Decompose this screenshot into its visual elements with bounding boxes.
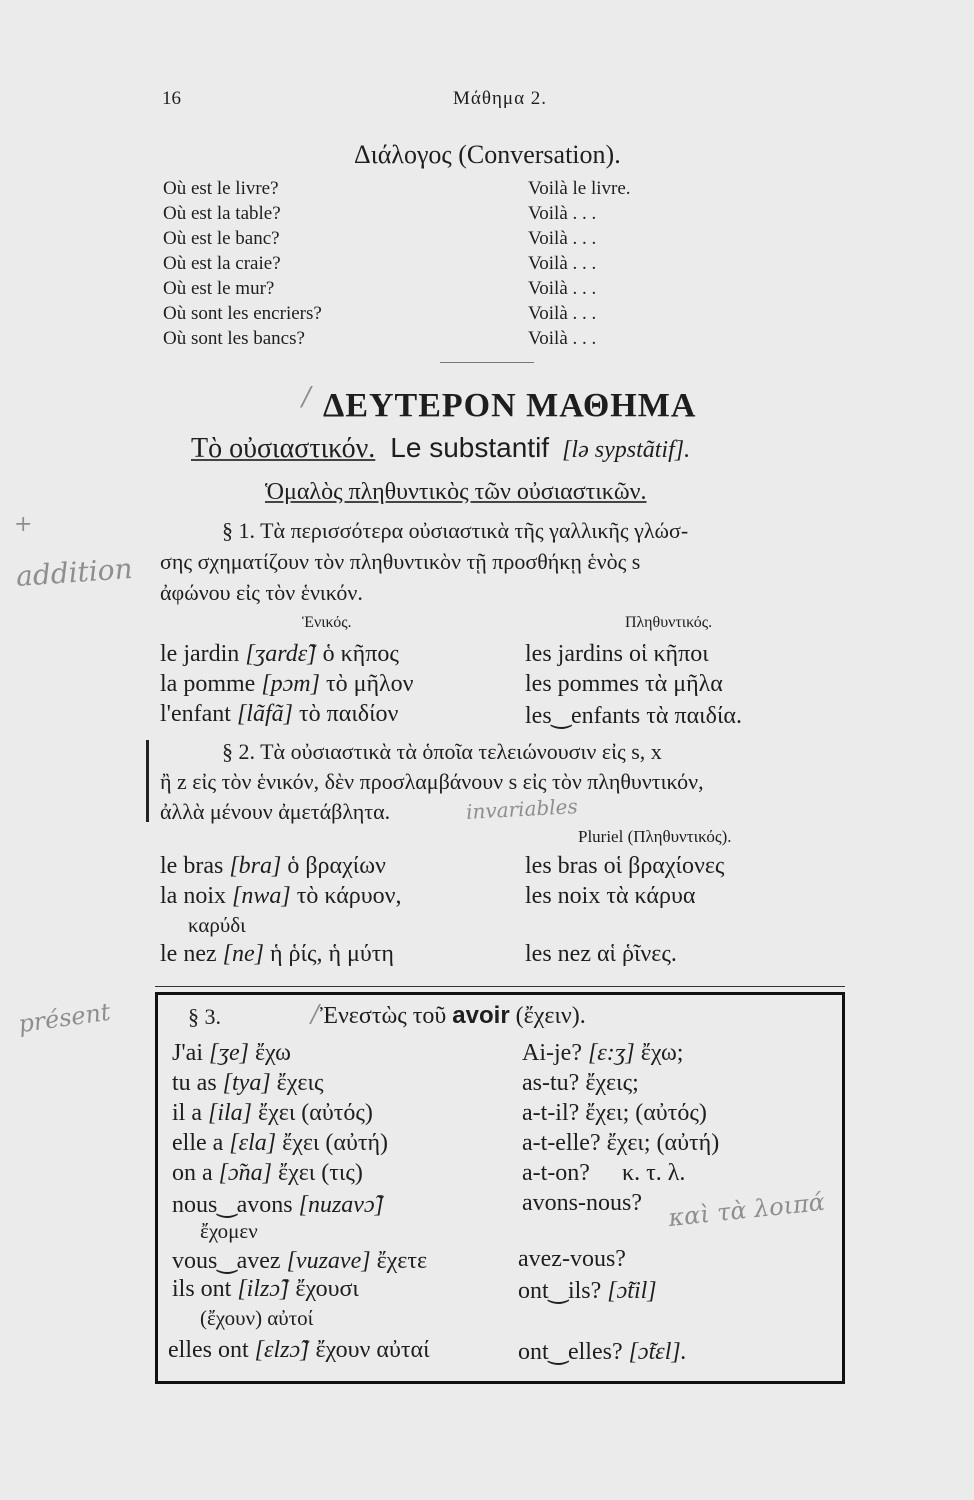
table-row-plural: les pommes τὰ μῆλα	[525, 671, 723, 697]
table-row: le nez [ne] ἡ ῥίς, ἡ μύτη	[160, 941, 394, 967]
conj-row: on a [ɔ̃na] ἔχει (τις)	[172, 1160, 363, 1186]
dialogue-question: Où est le mur?	[163, 278, 275, 299]
handwritten-note: addition	[14, 551, 134, 594]
table-row: la noix [nwa] τὸ κάρυον,	[160, 883, 402, 909]
pencil-slash-mark: /	[302, 382, 311, 412]
conj-row-cont: (ἔχουν) αὐτοί	[200, 1306, 314, 1330]
conj-row-q: a-t-on? κ. τ. λ.	[522, 1160, 686, 1186]
dialogue-answer: Voilà . . .	[528, 303, 597, 324]
dialogue-question: Où est la craie?	[163, 253, 281, 274]
box-section: § 3.	[188, 1004, 221, 1029]
dialogue-question: Où est la table?	[163, 203, 281, 224]
table-row-plural: les bras οἱ βραχίονες	[525, 853, 725, 879]
conj-row-q: a-t-il? ἔχει; (αὐτός)	[522, 1100, 707, 1126]
dialogue-answer: Voilà . . .	[528, 278, 597, 299]
para2-line2: ἢ z εἰς τὸν ἑνικόν, δὲν προσλαμβάνουν s εἰς τὸν πληθυντικόν,	[160, 769, 704, 794]
conj-row-cont: ἔχομεν	[200, 1219, 258, 1243]
para2-line1: § 2. Τὰ οὐσιαστικὰ τὰ ὁποῖα τελειώνουσιν εἰς s, x	[222, 739, 662, 764]
conj-row: J'ai [ʒe] ἔχω	[172, 1040, 291, 1066]
table-row: la pomme [pɔm] τὸ μῆλον	[160, 671, 414, 697]
table-row-plural: les nez αἱ ῥῖνες.	[525, 941, 677, 967]
conj-row: tu as [tya] ἔχεις	[172, 1070, 324, 1096]
dialogue-answer: Voilà . . .	[528, 253, 597, 274]
conj-row-q: Ai-je? [ɛ:ʒ] ἔχω;	[522, 1040, 684, 1066]
pencil-cross-mark: /	[311, 1000, 320, 1028]
table-row-plural: les noix τὰ κάρυα	[525, 883, 696, 909]
table-row-plural: les‿enfants τὰ παιδία.	[525, 703, 742, 729]
dialogue-title: Διάλογος (Conversation).	[354, 140, 621, 169]
para1-line2: σης σχηματίζουν τὸν πληθυντικὸν τῇ προσθήκῃ ἑνὸς s	[160, 549, 641, 574]
dialogue-question: Où est le livre?	[163, 178, 279, 199]
para1-line3: ἀφώνου εἰς τὸν ἑνικόν.	[160, 580, 363, 605]
table-row: le bras [bra] ὁ βραχίων	[160, 853, 386, 879]
col-singular-header: Ἑνικός.	[302, 614, 352, 631]
page-number: 16	[162, 88, 181, 109]
dialogue-question: Où est le banc?	[163, 228, 280, 249]
conj-row-q: avez-vous?	[518, 1246, 626, 1272]
table-row-plural: les jardins οἱ κῆποι	[525, 641, 709, 667]
subtitle-phonetic: [lə sypstãtif].	[562, 437, 691, 463]
conj-row: vous‿avez [vuzave] ἔχετε	[172, 1248, 428, 1274]
conj-row: il a [ila] ἔχει (αὐτός)	[172, 1100, 373, 1126]
dialogue-question: Où sont les encriers?	[163, 303, 322, 324]
para1-line1: § 1. Τὰ περισσότερα οὐσιαστικὰ τῆς γαλλικῆς γλώσ-	[222, 518, 689, 543]
para2-line3: ἀλλὰ μένουν ἀμετάβλητα.	[160, 799, 391, 824]
dialogue-answer: Voilà . . .	[528, 228, 597, 249]
conj-row-q: as-tu? ἔχεις;	[522, 1070, 639, 1096]
handwritten-note: invariables	[465, 794, 579, 824]
handwritten-note: καὶ τὰ λοιπά	[666, 1187, 827, 1233]
extra-word: καρύδι	[188, 913, 246, 937]
col-plural-header: Πληθυντικός.	[625, 614, 713, 631]
dialogue-answer: Voilà . . .	[528, 328, 597, 349]
subtitle-french: Le substantif	[390, 432, 550, 463]
conj-row-q: ont‿ils? [ɔ̃til]	[518, 1278, 657, 1304]
running-title: Μάθημα 2.	[453, 88, 548, 109]
conj-row: ils ont [ilzɔ̃] ἔχουσι	[172, 1276, 359, 1302]
pencil-cross-mark: +	[14, 512, 33, 537]
pluriel-label: Pluriel (Πληθυντικός).	[578, 827, 732, 846]
dialogue-answer: Voilà le livre.	[528, 178, 631, 199]
table-row: l'enfant [lãfã] τὸ παιδίον	[160, 701, 399, 727]
lesson-title: ΔΕΥΤΕΡΟΝ ΜΑΘΗΜΑ	[323, 387, 697, 424]
handwritten-note: présent	[16, 997, 113, 1039]
conj-row: elles ont [ɛlzɔ̃] ἔχουν αὐταί	[168, 1337, 430, 1363]
subtitle-greek: Τὸ οὐσιαστικόν.	[191, 433, 376, 464]
dialogue-question: Où sont les bancs?	[163, 328, 305, 349]
divider-rule	[440, 362, 534, 363]
table-row: le jardin [ʒardɛ̃] ὁ κῆπος	[160, 641, 399, 667]
conj-row-q: ont‿elles? [ɔ̃tɛl].	[518, 1339, 687, 1365]
section-heading: Ὁμαλὸς πληθυντικὸς τῶν οὐσιαστικῶν.	[265, 479, 647, 505]
conj-row-q: a-t-elle? ἔχει; (αὐτή)	[522, 1130, 720, 1156]
lesson-subtitle	[191, 432, 690, 465]
conj-row: elle a [ɛla] ἔχει (αὐτή)	[172, 1130, 389, 1156]
box-title: Ἐνεστὼς τοῦ avoir (ἔχειν).	[320, 1002, 586, 1029]
dialogue-answer: Voilà . . .	[528, 203, 597, 224]
conj-row: nous‿avons [nuzavɔ̃]	[172, 1192, 384, 1218]
margin-bracket-mark	[146, 740, 149, 822]
conj-row-q: avons-nous?	[522, 1190, 642, 1216]
box-top-rule	[155, 986, 845, 987]
